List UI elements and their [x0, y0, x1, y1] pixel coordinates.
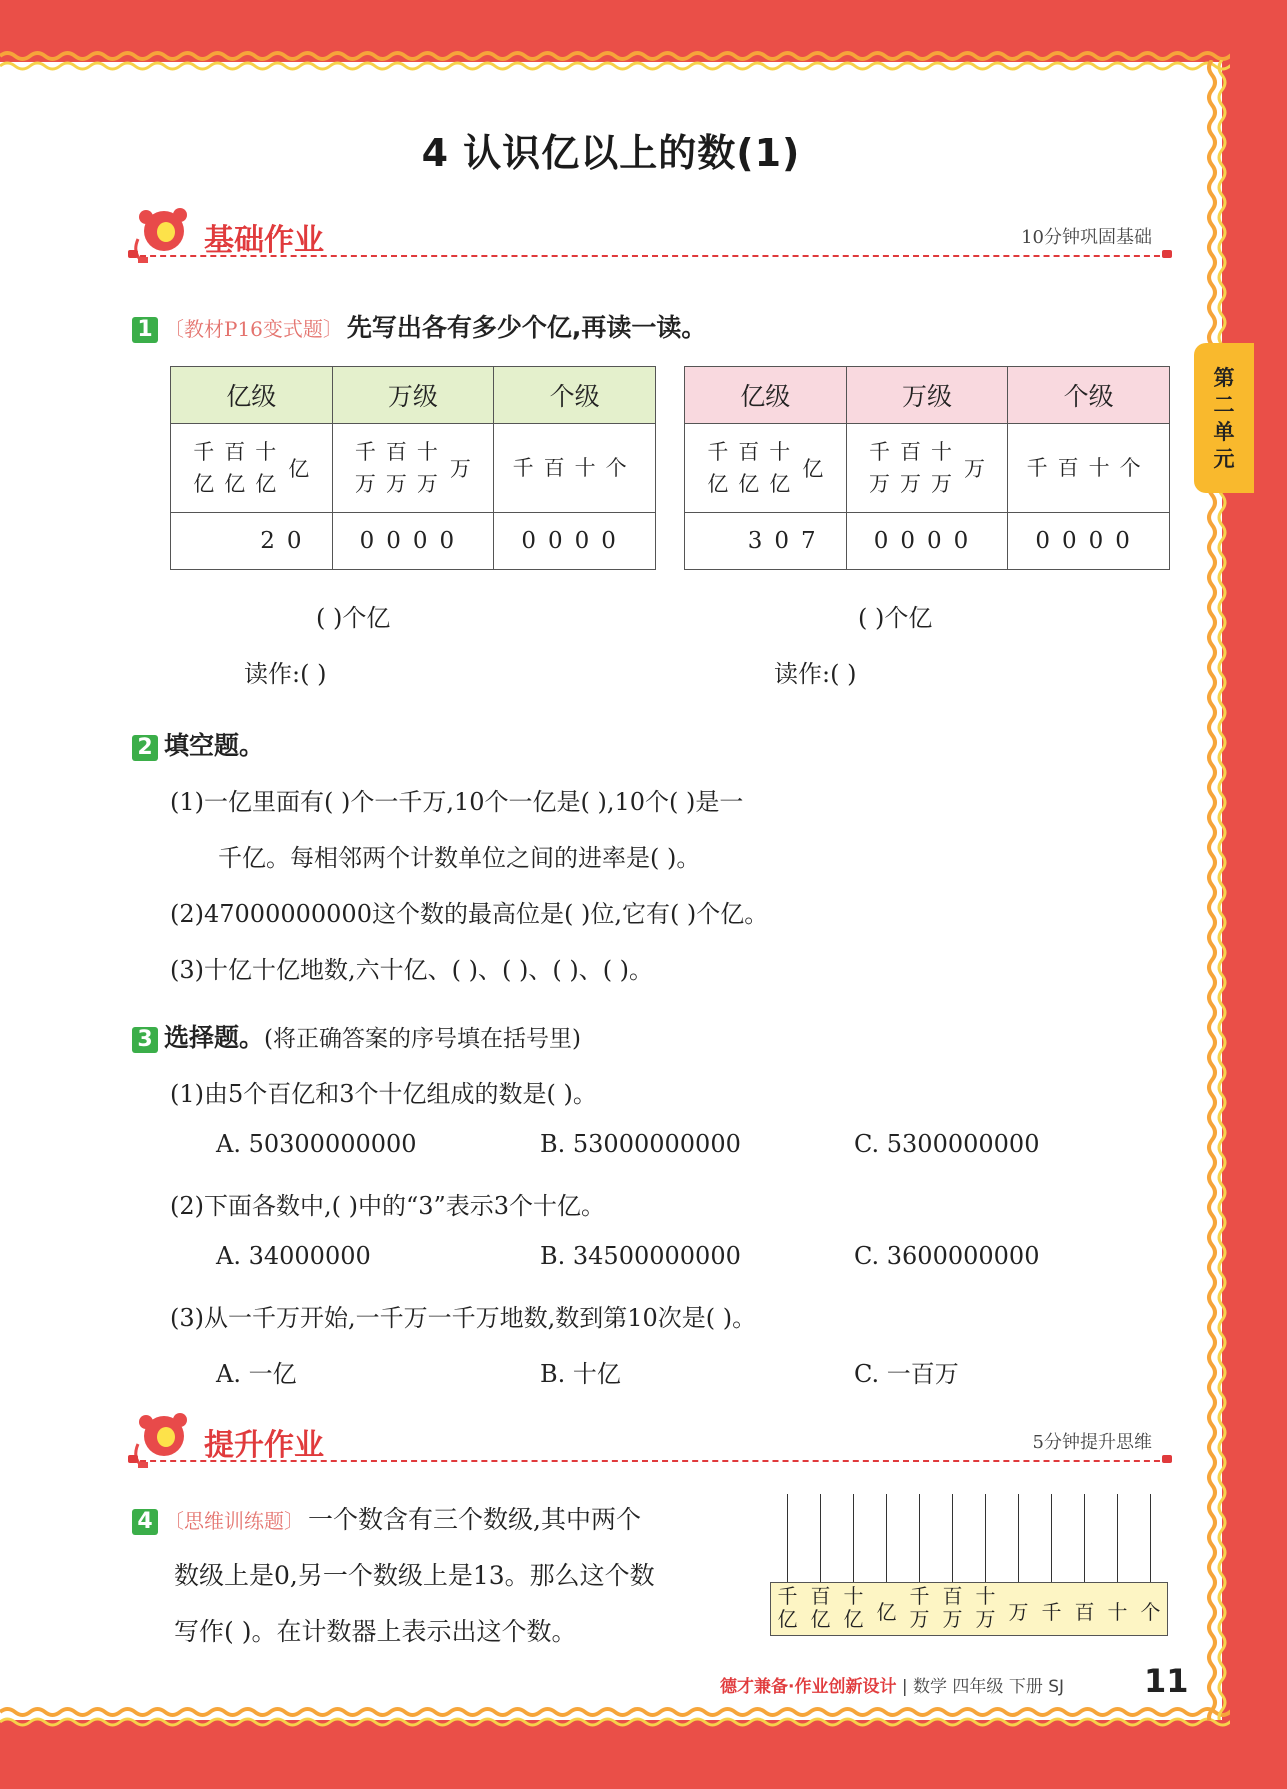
- units-yi: 千百十 亿亿亿 亿: [171, 424, 333, 513]
- abacus-label: 百: [1074, 1600, 1095, 1624]
- abacus-label: 万: [1008, 1600, 1029, 1624]
- abacus-rod[interactable]: [1117, 1494, 1118, 1584]
- rule-cap: [1162, 1455, 1172, 1463]
- abacus-label: 个: [1140, 1600, 1161, 1624]
- answer-blank-count-2[interactable]: ( )个亿: [858, 604, 933, 632]
- section-rule: [130, 255, 1170, 257]
- fill-line[interactable]: (2)47000000000这个数的最高位是( )位,它有( )个亿。: [170, 900, 769, 928]
- answer-blank-read-2[interactable]: 读作:( ): [774, 660, 857, 688]
- header-ge: 个级: [494, 367, 656, 424]
- abacus-label: 千 万: [909, 1584, 930, 1631]
- abacus-rod[interactable]: [1018, 1494, 1019, 1584]
- abacus-label: 亿: [876, 1600, 897, 1624]
- abacus-rod[interactable]: [952, 1494, 953, 1584]
- question-1: [132, 308, 706, 344]
- section-rule: [130, 1460, 1170, 1462]
- rule-cap: [1162, 250, 1172, 258]
- place-value-table-2: [684, 366, 1170, 570]
- answer-blank-read-1[interactable]: 读作:( ): [244, 660, 327, 688]
- abacus-label: 十 亿: [843, 1584, 864, 1631]
- question-text: 选择题。: [164, 1023, 265, 1052]
- question-text: 填空题。: [164, 731, 265, 760]
- abacus-rod[interactable]: [787, 1494, 788, 1584]
- unit-label: 第 二 单 元: [1213, 366, 1235, 471]
- top-wave-border: [0, 44, 1230, 84]
- option-b[interactable]: B. 十亿: [540, 1360, 621, 1388]
- abacus-rod[interactable]: [886, 1494, 887, 1584]
- choice-question[interactable]: (1)由5个百亿和3个十亿组成的数是( )。: [170, 1080, 597, 1108]
- page-number: 11: [1144, 1662, 1189, 1700]
- abacus-label: 十 万: [975, 1584, 996, 1631]
- units-wan: 千百十 万万万 万: [332, 424, 494, 513]
- rule-cap: [128, 250, 138, 258]
- question-number: 4: [132, 1509, 158, 1535]
- abacus-rod[interactable]: [1084, 1494, 1085, 1584]
- counting-frame[interactable]: [770, 1494, 1170, 1634]
- abacus-rod[interactable]: [1051, 1494, 1052, 1584]
- digit-cell: 0000: [332, 513, 494, 570]
- option-c[interactable]: C. 一百万: [854, 1360, 959, 1388]
- question-number: 2: [132, 735, 158, 761]
- abacus-base: [770, 1582, 1168, 1636]
- answer-blank-count-1[interactable]: ( )个亿: [316, 604, 391, 632]
- question-text-line: 数级上是0,另一个数级上是13。那么这个数: [174, 1561, 655, 1590]
- digit-cell: 0000: [494, 513, 656, 570]
- table-header-row: [685, 367, 1170, 424]
- abacus-rod[interactable]: [919, 1494, 920, 1584]
- footer-brand: 德才兼备·作业创新设计: [720, 1677, 897, 1697]
- table-header-row: [171, 367, 656, 424]
- option-a[interactable]: A. 34000000: [216, 1242, 371, 1270]
- fill-line[interactable]: 千亿。每相邻两个计数单位之间的进率是( )。: [218, 844, 701, 872]
- section-hint: 10分钟巩固基础: [1021, 227, 1152, 248]
- place-value-table-1: [170, 366, 656, 570]
- fill-line[interactable]: (3)十亿十亿地数,六十亿、( )、( )、( )、( )。: [170, 956, 654, 984]
- table-digits-row: [171, 513, 656, 570]
- option-c[interactable]: C. 5300000000: [854, 1130, 1040, 1158]
- choice-question[interactable]: (2)下面各数中,( )中的“3”表示3个十亿。: [170, 1192, 606, 1220]
- option-b[interactable]: B. 53000000000: [540, 1130, 741, 1158]
- right-wave-border: [1198, 60, 1238, 1720]
- abacus-rod[interactable]: [853, 1494, 854, 1584]
- units-ge: 千百十个: [1008, 424, 1170, 513]
- digit-cell: 307: [685, 513, 847, 570]
- table-units-row: [171, 424, 656, 513]
- abacus-rod[interactable]: [820, 1494, 821, 1584]
- bottom-wave-border: [0, 1700, 1230, 1740]
- header-yi: 亿级: [171, 367, 333, 424]
- question-text-line[interactable]: 写作( )。在计数器上表示出这个数。: [174, 1617, 577, 1646]
- section-header-basic: [130, 205, 1170, 265]
- page-title: 4 认识亿以上的数(1): [421, 131, 801, 175]
- table-units-row: [685, 424, 1170, 513]
- option-b[interactable]: B. 34500000000: [540, 1242, 741, 1270]
- option-c[interactable]: C. 3600000000: [854, 1242, 1040, 1270]
- section-title: 基础作业: [204, 223, 324, 258]
- question-number: 3: [132, 1027, 158, 1053]
- abacus-label: 千: [1041, 1600, 1062, 1624]
- units-yi: 千百十 亿亿亿 亿: [685, 424, 847, 513]
- question-number: 1: [132, 317, 158, 343]
- question-4: [132, 1500, 641, 1536]
- digit-cell: 0000: [1008, 513, 1170, 570]
- header-yi: 亿级: [685, 367, 847, 424]
- abacus-label: 十: [1107, 1600, 1128, 1624]
- units-ge: 千百十个: [494, 424, 656, 513]
- digit-cell: 20: [171, 513, 333, 570]
- section-hint: 5分钟提升思维: [1032, 1432, 1152, 1453]
- option-a[interactable]: A. 一亿: [216, 1360, 297, 1388]
- question-2: [132, 726, 264, 762]
- section-title: 提升作业: [204, 1428, 324, 1463]
- abacus-label: 千 亿: [777, 1584, 798, 1631]
- abacus-labels: [771, 1583, 1167, 1635]
- fill-line[interactable]: (1)一亿里面有( )个一千万,10个一亿是( ),10个( )是一: [170, 788, 744, 816]
- unit-side-tab: [1194, 343, 1254, 493]
- abacus-rod[interactable]: [1150, 1494, 1151, 1584]
- abacus-rod[interactable]: [985, 1494, 986, 1584]
- units-wan: 千百十 万万万 万: [846, 424, 1008, 513]
- question-tag: 〔思维训练题〕: [164, 1509, 304, 1533]
- question-text: 先写出各有多少个亿,再读一读。: [346, 313, 707, 342]
- question-3: [132, 1018, 581, 1054]
- header-ge: 个级: [1008, 367, 1170, 424]
- table-digits-row: [685, 513, 1170, 570]
- rule-cap: [128, 1455, 138, 1463]
- footer: [720, 1672, 1064, 1697]
- option-a[interactable]: A. 50300000000: [216, 1130, 417, 1158]
- question-tag: 〔教材P16变式题〕: [164, 317, 343, 341]
- section-header-advanced: [130, 1410, 1170, 1470]
- abacus-label: 百 万: [942, 1584, 963, 1631]
- question-note: (将正确答案的序号填在括号里): [264, 1026, 581, 1052]
- header-wan: 万级: [846, 367, 1008, 424]
- header-wan: 万级: [332, 367, 494, 424]
- question-text-line: 一个数含有三个数级,其中两个: [308, 1505, 641, 1534]
- abacus-label: 百 亿: [810, 1584, 831, 1631]
- choice-question[interactable]: (3)从一千万开始,一千万一千万地数,数到第10次是( )。: [170, 1304, 757, 1332]
- digit-cell: 0000: [846, 513, 1008, 570]
- footer-info: | 数学 四年级 下册 SJ: [901, 1677, 1065, 1697]
